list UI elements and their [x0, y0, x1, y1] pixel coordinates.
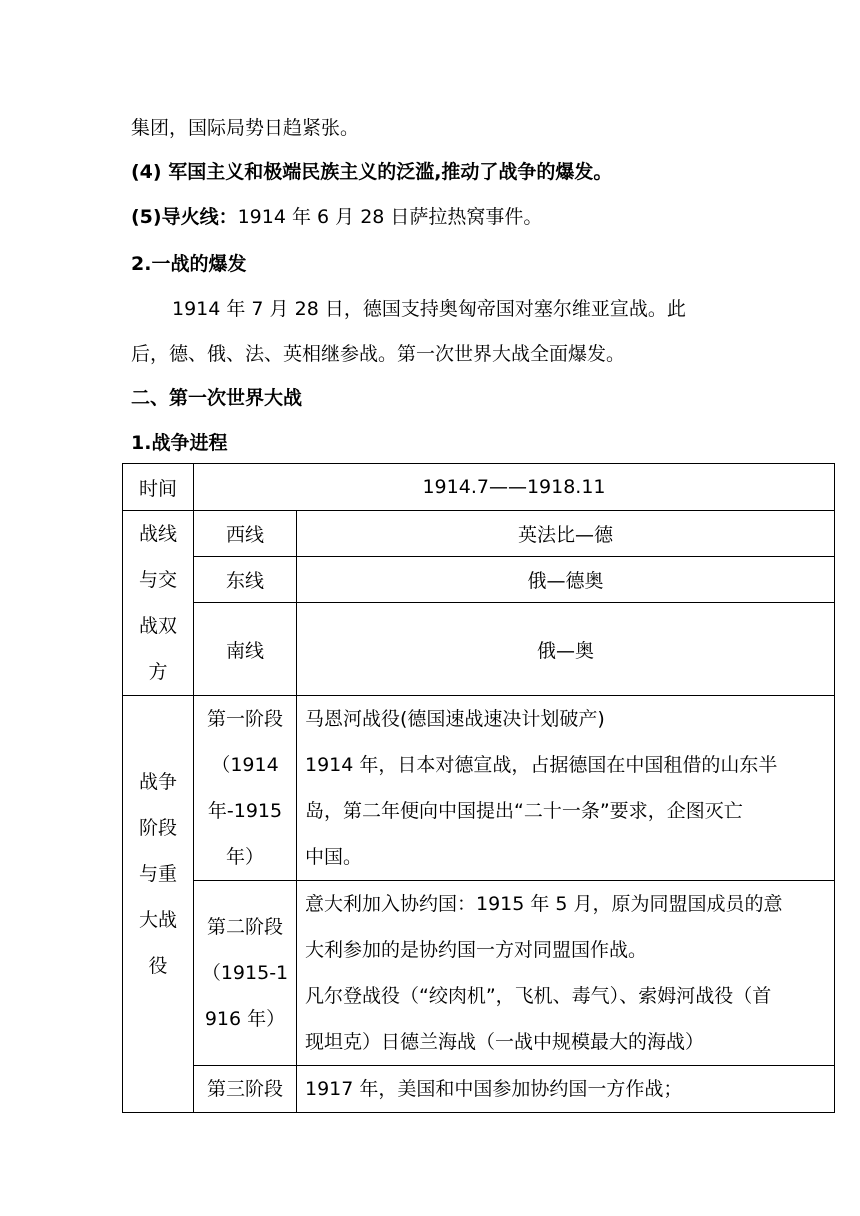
stage-content-cell — [297, 881, 835, 1066]
line-3 — [131, 204, 542, 230]
table-row — [123, 511, 835, 557]
front-sides: 英法比—德 — [297, 511, 835, 557]
stage-name-line: 第三阶段 — [206, 1078, 283, 1100]
stage-content-line: 中国。 — [305, 846, 363, 868]
section-heading-two: 二、第一次世界大战 — [131, 387, 303, 409]
line-1: 集团，国际局势日趋紧张。 — [131, 117, 360, 139]
stage-name-cell — [194, 881, 297, 1066]
stage-label-line: 役 — [148, 955, 168, 977]
stage-name-line: 第二阶段 — [206, 916, 283, 938]
stage-content-line: 现坦克）日德兰海战（一战中规模最大的海战） — [305, 1031, 705, 1053]
section-heading-1: 1.战争进程 — [131, 432, 228, 454]
war-process-table — [122, 463, 835, 1113]
stage-label-line: 大战 — [138, 909, 177, 931]
table-row — [123, 464, 835, 511]
front-label-line: 战双 — [138, 615, 177, 637]
front-sides: 俄—奥 — [297, 603, 835, 696]
time-label: 时间 — [123, 464, 194, 511]
stage-content-line: 1917 年，美国和中国参加协约国一方作战； — [305, 1078, 683, 1100]
stage-content-line: 意大利加入协约国：1915 年 5 月，原为同盟国成员的意 — [305, 893, 783, 915]
time-value: 1914.7——1918.11 — [194, 464, 835, 511]
line-5: 1914 年 7 月 28 日，德国支持奥匈帝国对塞尔维亚宣战。此 — [172, 298, 686, 320]
stage-name-line: 第一阶段 — [206, 708, 283, 730]
stage-content-cell — [297, 696, 835, 881]
front-label-cell — [123, 511, 194, 696]
front-name: 东线 — [194, 556, 297, 603]
stage-name-cell — [194, 1066, 297, 1113]
section-heading-2: 2.一战的爆发 — [131, 253, 247, 275]
stage-name-line: 年-1915 — [207, 800, 283, 822]
fuse-text: 1914 年 6 月 28 日萨拉热窝事件。 — [237, 206, 543, 228]
table-row — [123, 881, 835, 1066]
front-label-line: 与交 — [138, 569, 177, 591]
stage-content-line: 大利参加的是协约国一方对同盟国作战。 — [305, 939, 648, 961]
front-label-line: 战线 — [138, 523, 177, 545]
stage-content-cell — [297, 1066, 835, 1113]
stage-name-line: （1914 — [211, 754, 279, 776]
stage-label-cell — [123, 696, 194, 1113]
stage-label-line: 阶段 — [138, 817, 177, 839]
stage-content-line: 岛，第二年便向中国提出“二十一条”要求，企图灭亡 — [305, 800, 743, 822]
fuse-label: (5)导火线： — [131, 206, 238, 228]
stage-content-line: 凡尔登战役（“绞肉机”，飞机、毒气）、索姆河战役（首 — [305, 985, 772, 1007]
table-row — [123, 603, 835, 696]
stage-label-line: 战争 — [138, 771, 177, 793]
stage-name-line: 年） — [225, 846, 264, 868]
table-row — [123, 1066, 835, 1113]
line-2: (4) 军国主义和极端民族主义的泛滥,推动了战争的爆发。 — [131, 161, 613, 183]
stage-name-line: 916 年） — [204, 1008, 286, 1030]
stage-content-line: 1914 年，日本对德宣战，占据德国在中国租借的山东半 — [305, 754, 778, 776]
stage-name-cell — [194, 696, 297, 881]
line-6: 后，德、俄、法、英相继参战。第一次世界大战全面爆发。 — [131, 343, 626, 365]
front-name: 南线 — [194, 603, 297, 696]
front-name: 西线 — [194, 511, 297, 557]
stage-content-line: 马恩河战役(德国速战速决计划破产) — [305, 708, 605, 730]
front-sides: 俄—德奥 — [297, 556, 835, 603]
front-label-line: 方 — [148, 661, 168, 683]
stage-name-line: （1915-1 — [201, 962, 289, 984]
stage-label-line: 与重 — [138, 863, 177, 885]
table-row — [123, 556, 835, 603]
table-row — [123, 696, 835, 881]
